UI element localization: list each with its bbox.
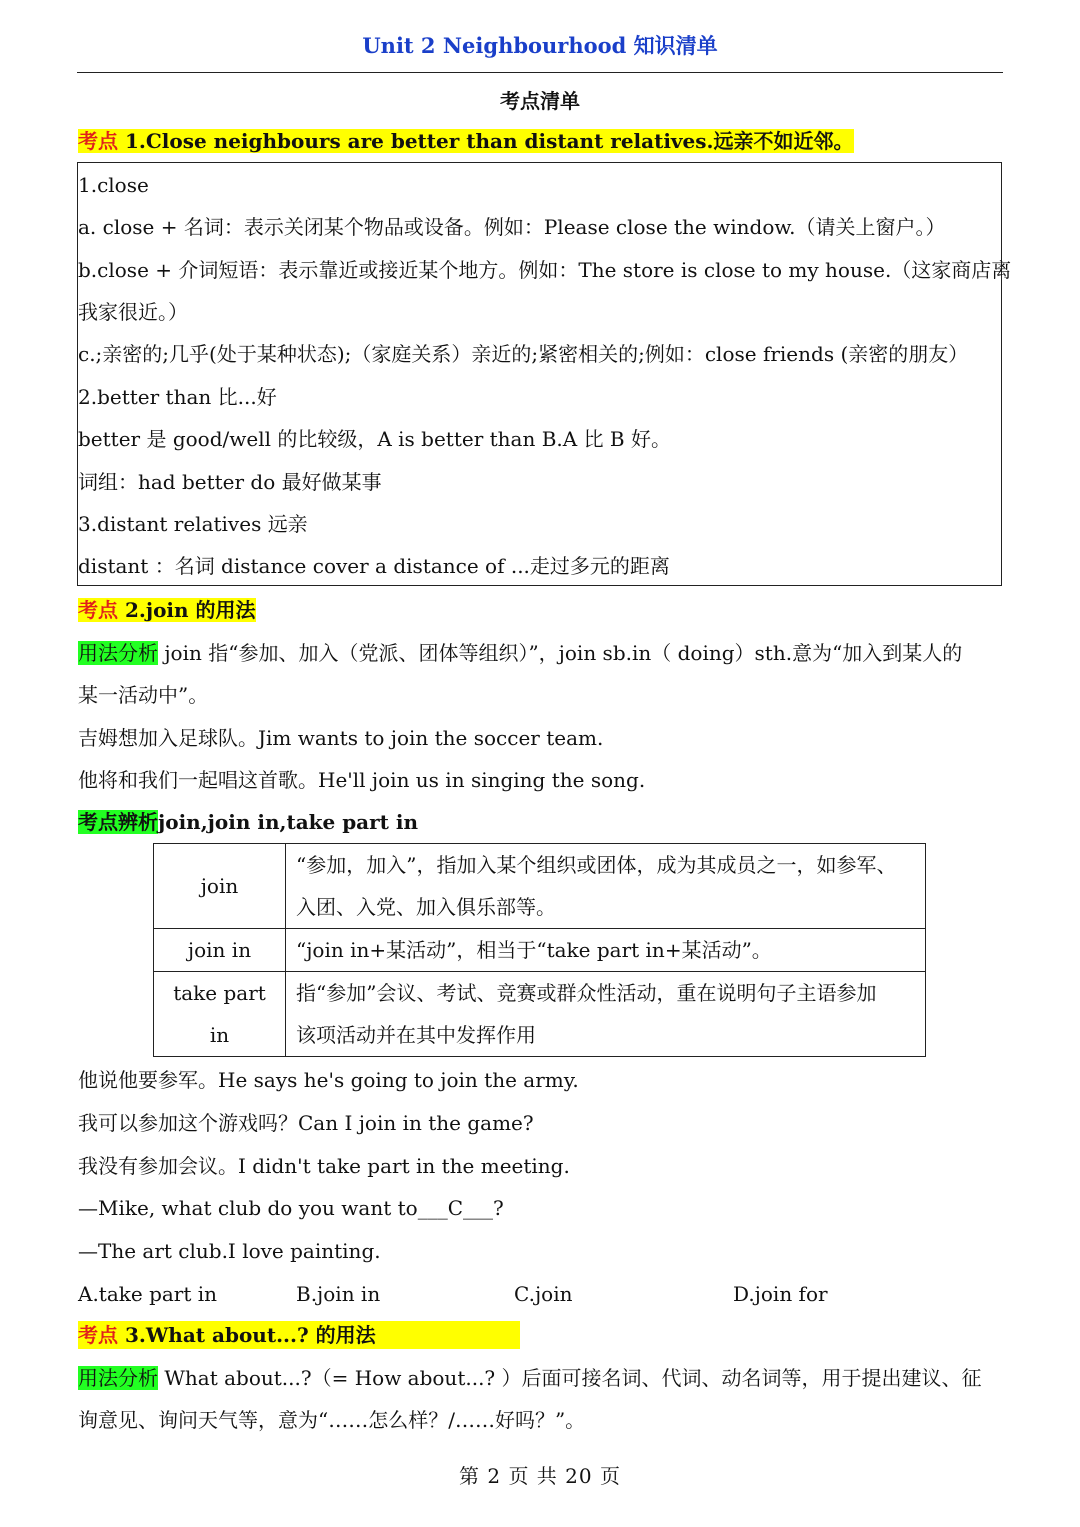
exercise-answer-blank: ___C___ xyxy=(417,1196,493,1220)
point3-tag: 考点 xyxy=(78,1323,125,1347)
usage-text: join 指“参加、加入（党派、团体等组织）”，join sb.in（ doing）sth.意为“加入到某人的 xyxy=(158,641,963,665)
point1-line: 2.better than 比...好 xyxy=(78,385,277,409)
option-d: D.join for xyxy=(733,1282,828,1306)
option-b: B.join in xyxy=(296,1282,381,1306)
option-a: A.take part in xyxy=(78,1282,218,1306)
point2-usage xyxy=(78,639,962,667)
point1-title: 1.Close neighbours are better than distant relatives.远亲不如近邻。 xyxy=(124,129,854,153)
table-term: join xyxy=(154,844,286,929)
table-desc: 指“参加”会议、考试、竞赛或群众性活动，重在说明句子主语参加 该项活动并在其中发挥作用 xyxy=(286,972,926,1057)
point1-line: a. close + 名词：表示关闭某个物品或设备。例如：Please close the window.（请关上窗户。） xyxy=(78,215,946,239)
point3-heading xyxy=(78,1321,520,1349)
table-term: take part in xyxy=(154,972,286,1057)
page-number-footer: 第 2 页 共 20 页 xyxy=(459,1464,621,1488)
point1-line: c.;亲密的;几乎(处于某种状态);（家庭关系）亲近的;紧密相关的;例如：close friends (亲密的朋友） xyxy=(78,342,969,366)
table-row xyxy=(154,844,926,929)
table-row xyxy=(154,929,926,972)
exercise-reply: —The art club.I love painting. xyxy=(78,1239,381,1263)
point3-title: 3.What about...? 的用法 xyxy=(124,1323,376,1347)
point2-tag: 考点 xyxy=(78,598,125,622)
example-sentence: 吉姆想加入足球队。Jim wants to join the soccer team. xyxy=(78,726,604,750)
point1-line: b.close + 介词短语：表示靠近或接近某个地方。例如：The store is close to my house.（这家商店离 xyxy=(78,258,1012,282)
compare-label: 考点辨析 xyxy=(78,810,158,834)
point1-line: 1.close xyxy=(78,173,149,197)
point1-line: 3.distant relatives 远亲 xyxy=(78,512,308,536)
document-header-title: Unit 2 Neighbourhood 知识清单 xyxy=(362,33,718,58)
example-sentence: 他将和我们一起唱这首歌。He'll join us in singing the song. xyxy=(78,768,646,792)
example-sentence: 我没有参加会议。I didn't take part in the meeting. xyxy=(78,1154,570,1178)
comparison-table xyxy=(153,843,926,1057)
point2-title: 2.join 的用法 xyxy=(124,598,256,622)
table-term: join in xyxy=(154,929,286,972)
header-divider xyxy=(77,72,1003,73)
point1-line: distant ：名词 distance cover a distance of ...走过多元的距离 xyxy=(78,554,670,578)
exercise-question: —Mike, what club do you want to___C___? xyxy=(78,1196,504,1220)
table-row xyxy=(154,972,926,1057)
option-c: C.join xyxy=(514,1282,573,1306)
point1-heading xyxy=(78,127,854,155)
usage-analysis-label: 用法分析 xyxy=(78,1366,158,1390)
example-sentence: 他说他要参军。He says he's going to join the army. xyxy=(78,1068,579,1092)
point1-line: 我家很近。） xyxy=(78,300,188,324)
point2-heading xyxy=(78,596,256,624)
point1-line: 词组：had better do 最好做某事 xyxy=(78,470,382,494)
point3-usage xyxy=(78,1364,982,1392)
usage-analysis-label: 用法分析 xyxy=(78,641,158,665)
usage-text-continued: 询意见、询问天气等，意为“……怎么样？/……好吗？”。 xyxy=(78,1408,586,1432)
section-title: 考点清单 xyxy=(500,89,580,113)
example-sentence: 我可以参加这个游戏吗？Can I join in the game? xyxy=(78,1111,534,1135)
point1-tag: 考点 xyxy=(78,129,125,153)
usage-text: What about...?（= How about...? ）后面可接名词、代词、动名词等，用于提出建议、征 xyxy=(158,1366,982,1390)
compare-title: join,join in,take part in xyxy=(158,810,419,834)
usage-text-continued: 某一活动中”。 xyxy=(78,683,209,707)
compare-heading xyxy=(78,808,418,836)
point1-line: better 是 good/well 的比较级，A is better than B.A 比 B 好。 xyxy=(78,427,671,451)
table-desc: “参加，加入”，指加入某个组织或团体，成为其成员之一，如参军、 入团、入党、加入俱乐部等。 xyxy=(286,844,926,929)
table-desc: “join in+某活动”，相当于“take part in+某活动”。 xyxy=(286,929,926,972)
